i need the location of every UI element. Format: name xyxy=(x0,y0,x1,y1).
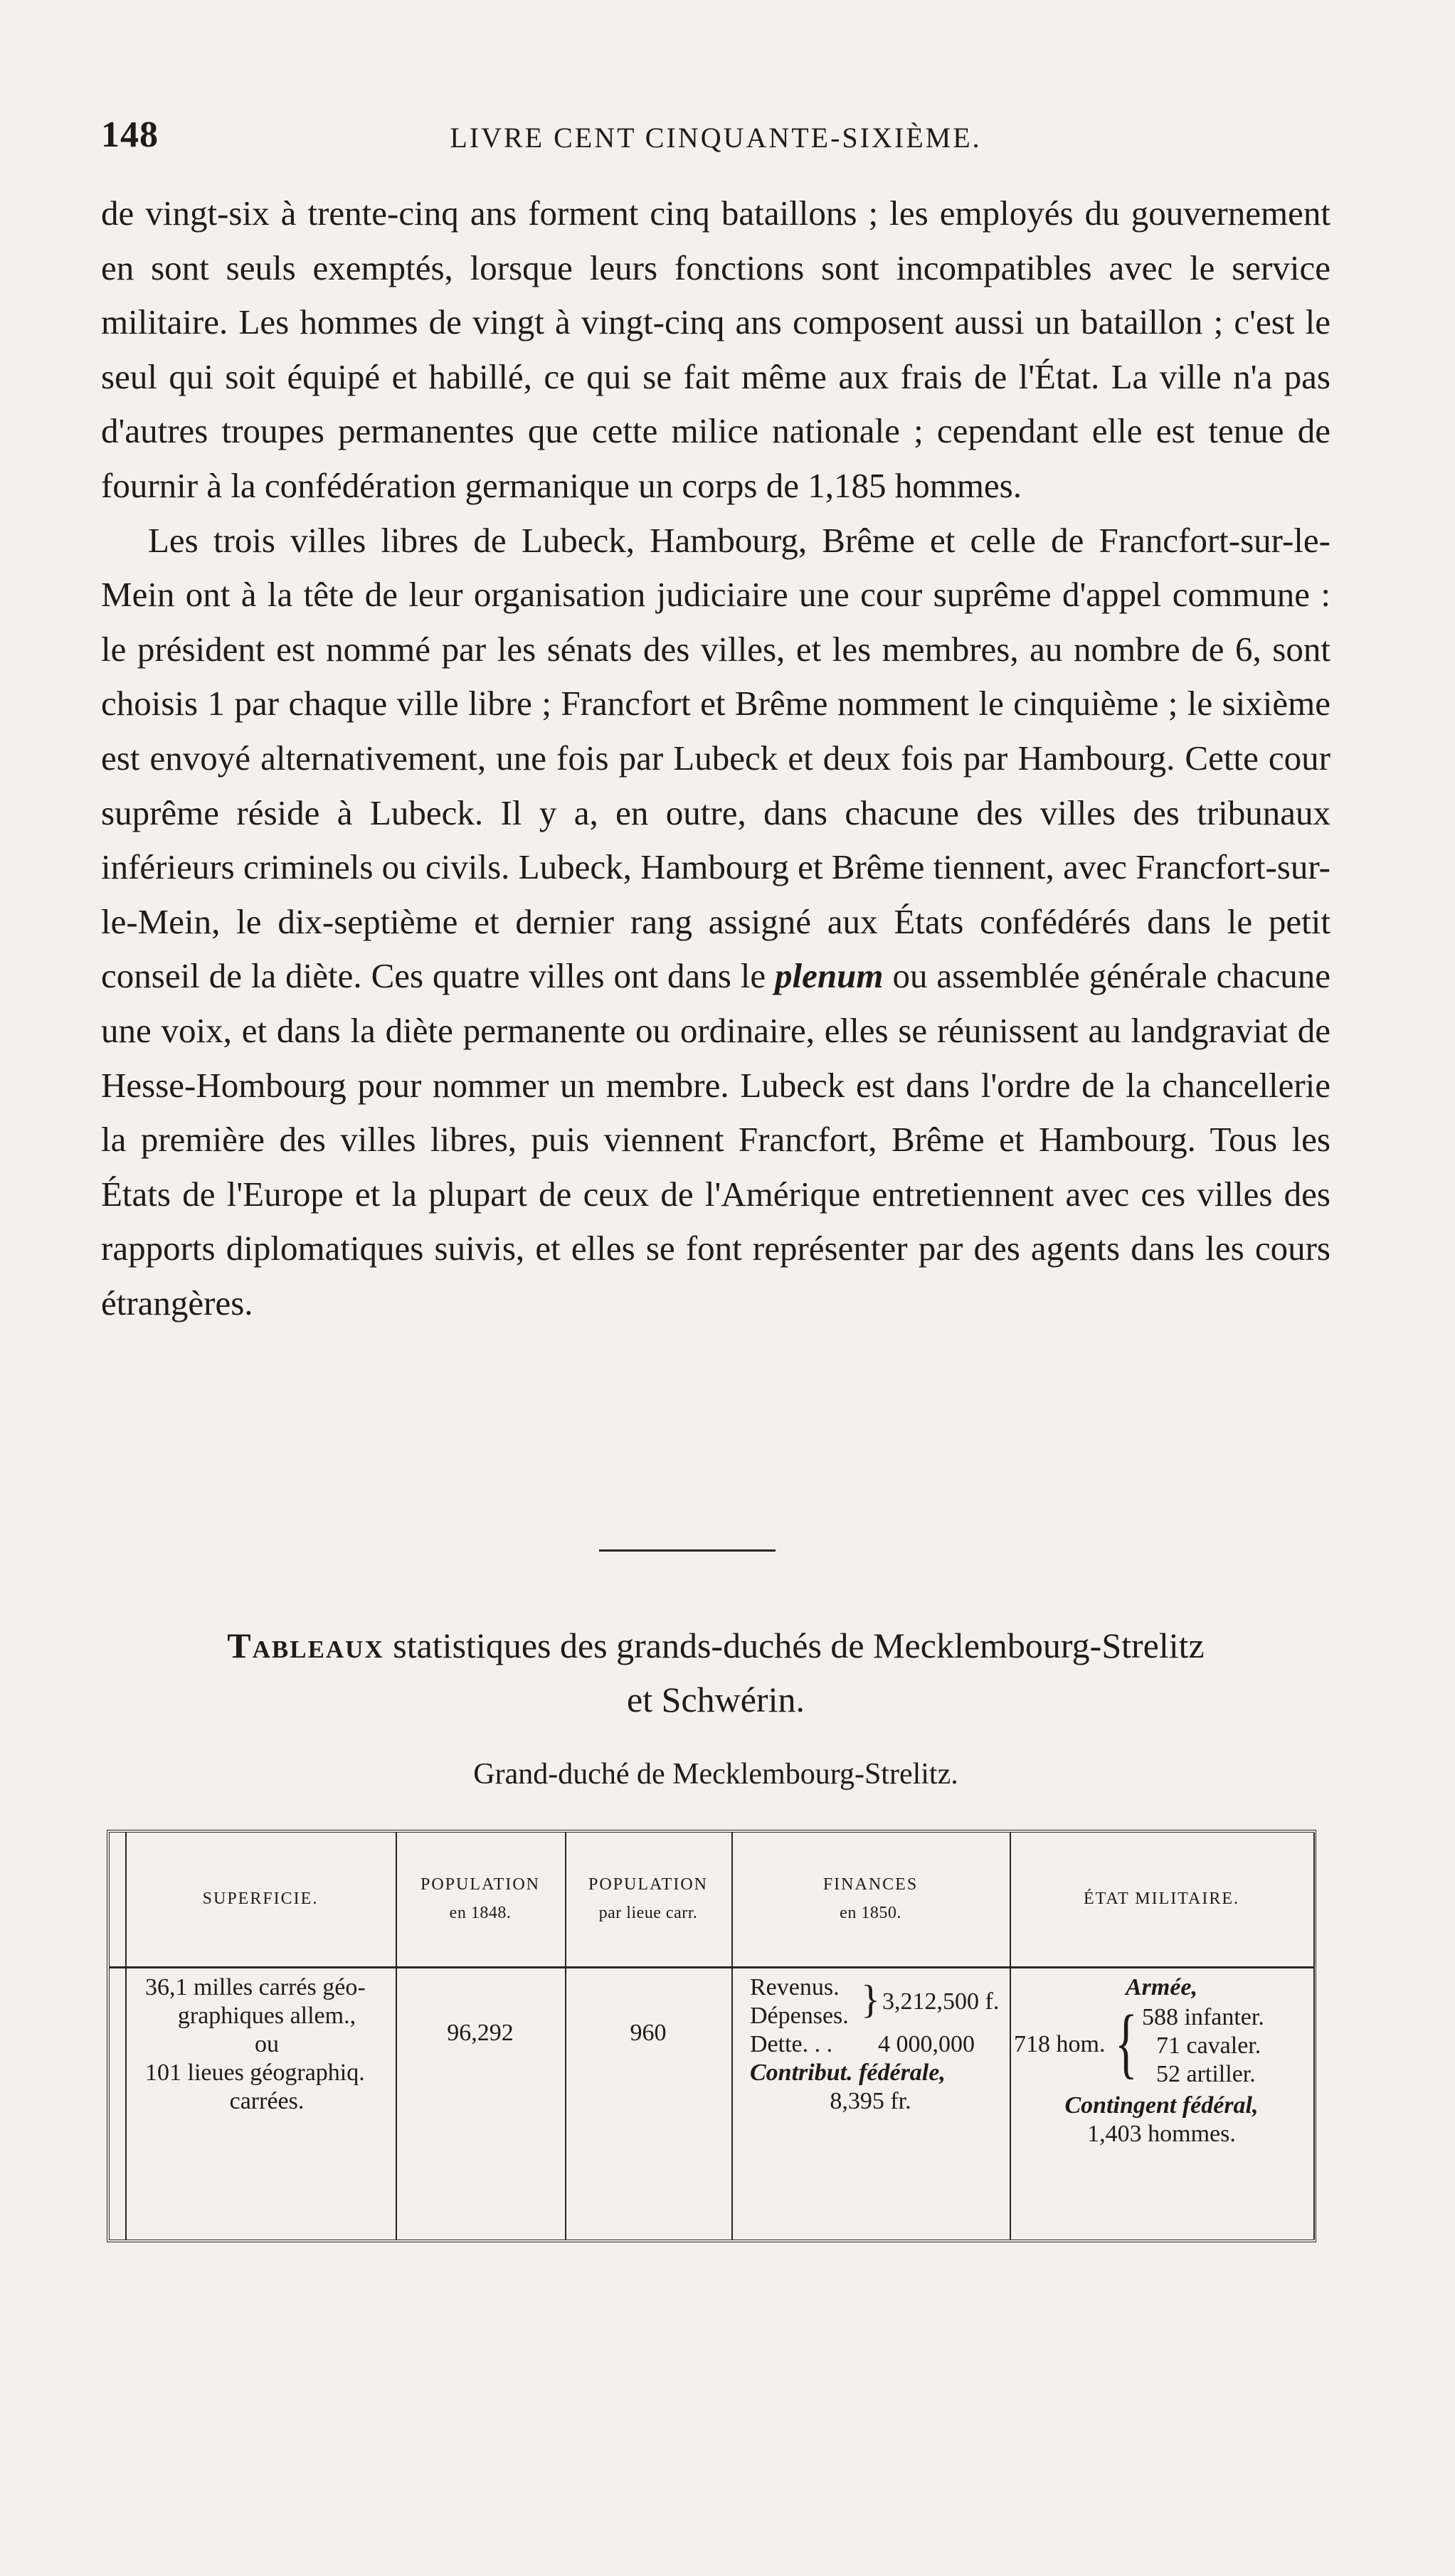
revenus-label: Revenus. xyxy=(750,1974,840,2000)
army-artillery: 52 artiller. xyxy=(1156,2061,1256,2087)
paragraph-judiciary-part2: ou assemblée générale chacune une voix, et dans la diète permanente ou ordinaire, elles se réunissent au landgraviat de Hesse-Hombourg pour nommer un membre. Lubeck est dans l'ordre de la chancellerie la première des villes libres, puis viennent Francfort, Brême et Hambourg. Tous les États de l'Europe et la plupart de ceux de l'Amérique entretiennent avec ces villes des rapports diplomatiques suivis, et elles se font représenter par des agents dans les cours étrangères. xyxy=(101,956,1331,1323)
running-title: LIVRE CENT CINQUANTE-SIXIÈME. xyxy=(450,122,982,154)
contingent-label: Contingent fédéral, xyxy=(1064,2092,1259,2119)
header-density-label: POPULATION xyxy=(588,1875,708,1894)
page-header xyxy=(101,114,1330,171)
dette-label: Dette. . . xyxy=(750,2031,833,2057)
table-title xyxy=(101,1618,1330,1727)
superficie-line: ou xyxy=(255,2031,279,2057)
army-cavalry: 71 cavaler. xyxy=(1156,2032,1261,2059)
page-number: 148 xyxy=(101,115,159,155)
cell-superficie xyxy=(125,1973,396,2116)
statistics-table xyxy=(107,1830,1316,2242)
paragraph-militia: de vingt-six à trente-cinq ans forment cinq bataillons ; les employés du gouvernement en sont seuls exemptés, lorsque leurs fonctions sont incompatibles avec le service militaire. Les hommes de vingt à vingt-cinq ans composent aussi un bataillon ; c'est le seul qui soit équipé et habillé, ce qui se fait même aux frais de l'État. La ville n'a pas d'autres troupes permanentes que cette milice nationale ; cependant elle est tenue de fournir à la confédération germanique un corps de 1,185 hommes. xyxy=(101,194,1330,505)
table-title-line2: et Schwérin. xyxy=(627,1680,805,1719)
header-finances-label: FINANCES xyxy=(822,1875,919,1894)
contingent-value: 1,403 hommes. xyxy=(1087,2121,1236,2147)
brace-icon: { xyxy=(1115,1999,1138,2086)
table-title-rest: statistiques des grands-duchés de Mecklembourg-Strelitz xyxy=(393,1626,1205,1665)
army-total: 718 hom. xyxy=(1014,2031,1106,2057)
table-subtitle: Grand-duché de Mecklembourg-Strelitz. xyxy=(473,1758,958,1791)
cell-finances xyxy=(731,1973,1010,2116)
body-text xyxy=(101,186,1330,1330)
cell-population: 96,292 xyxy=(447,2020,514,2046)
plenum-term: plenum xyxy=(775,956,884,996)
header-superficie xyxy=(125,1845,396,1952)
header-population-label: POPULATION xyxy=(420,1875,540,1894)
table-title-line1 xyxy=(101,1618,1330,1673)
header-density-unit: par lieue carr. xyxy=(598,1904,698,1922)
superficie-line: graphiques allem., xyxy=(177,2003,356,2029)
army-infantry: 588 infanter. xyxy=(1142,2004,1264,2030)
superficie-line: 101 lieues géographiq. xyxy=(145,2060,365,2086)
dette-row xyxy=(750,2030,1010,2059)
contribution-label: Contribut. fédérale, xyxy=(750,2060,946,2086)
army-breakdown xyxy=(1010,1999,1313,2092)
cell-density: 960 xyxy=(630,2020,667,2046)
section-divider xyxy=(599,1549,776,1552)
header-superficie-label: SUPERFICIE. xyxy=(202,1889,319,1908)
header-finances xyxy=(731,1845,1010,1952)
depenses-label: Dépenses. xyxy=(750,2003,849,2029)
superficie-line: carrées. xyxy=(229,2088,305,2114)
column-divider xyxy=(1313,1833,1315,2240)
header-rule xyxy=(110,1966,1313,1968)
armee-label: Armée, xyxy=(1125,1974,1198,2000)
paragraph-judiciary xyxy=(101,514,1330,1331)
header-population xyxy=(396,1845,565,1952)
header-population-year: en 1848. xyxy=(449,1904,512,1922)
header-military-label: ÉTAT MILITAIRE. xyxy=(1083,1889,1239,1908)
table-title-lead: Tableaux xyxy=(227,1626,384,1665)
header-density xyxy=(565,1845,731,1952)
brace-icon: } xyxy=(861,1978,880,2022)
header-military xyxy=(1010,1845,1313,1952)
header-finances-year: en 1850. xyxy=(840,1904,901,1922)
revenus-depenses-group xyxy=(750,1973,1010,2030)
paragraph-judiciary-part1: Les trois villes libres de Lubeck, Hambourg, Brême et celle de Francfort-sur-le-Mein ont à la tête de leur organisation judiciaire une cour suprême d'appel commune : le président est nommé par les sénats des villes, et les membres, au nombre de 6, sont choisis 1 par chaque ville libre ; Francfort et Brême nomment le cinquième ; le sixième est envoyé alternativement, une fois par Lubeck et deux fois par Hambourg. Cette cour suprême réside à Lubeck. Il y a, en outre, dans chacune des villes des tribunaux inférieurs criminels ou civils. Lubeck, Hambourg et Brême tiennent, avec Francfort-sur-le-Mein, le dix-septième et dernier rang assigné aux États confédérés dans le petit conseil de la diète. Ces quatre villes ont dans le xyxy=(101,520,1330,996)
superficie-line: 36,1 milles carrés géo- xyxy=(145,1974,366,2000)
cell-military xyxy=(1010,1973,1313,2148)
revenus-depenses-value: 3,212,500 f. xyxy=(882,1988,1000,2015)
dette-value: 4 000,000 xyxy=(878,2031,975,2057)
contribution-value: 8,395 fr. xyxy=(830,2088,911,2114)
